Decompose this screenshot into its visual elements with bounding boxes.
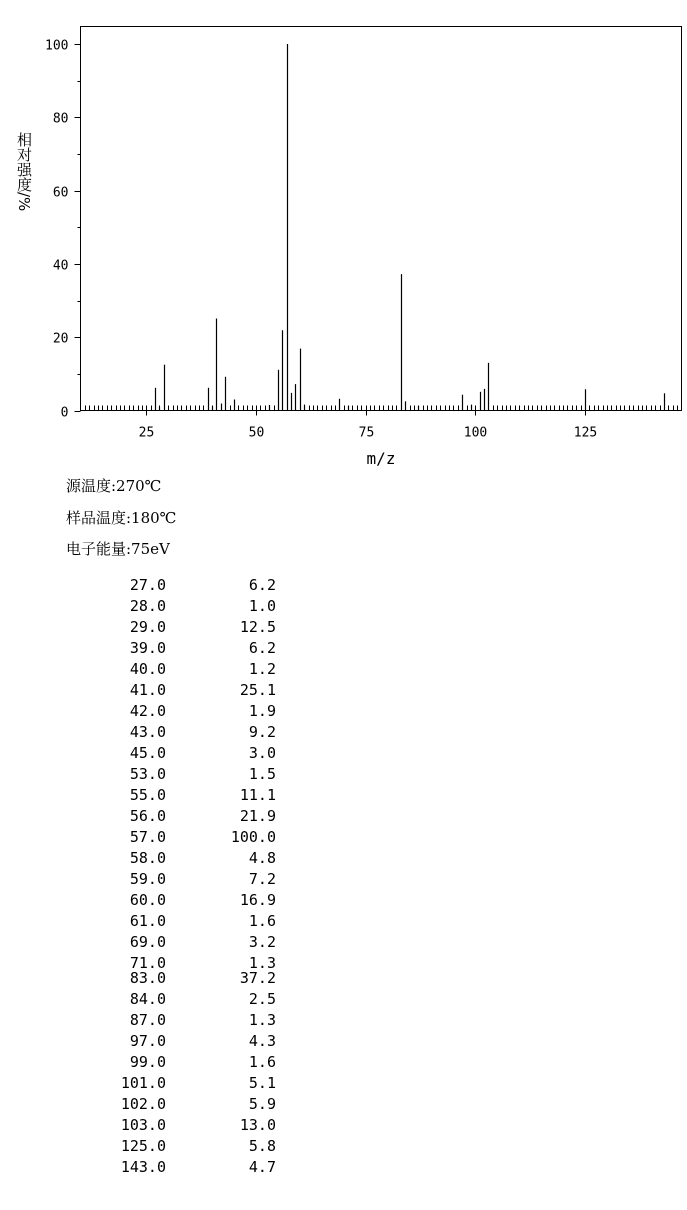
sample-temperature: 样品温度:180℃ bbox=[66, 509, 177, 527]
intensity-value: 4.3 bbox=[248, 1032, 276, 1050]
mz-value: 71.0 bbox=[129, 954, 166, 972]
spectrum-peaks bbox=[156, 44, 665, 411]
mz-value: 83.0 bbox=[129, 969, 166, 987]
intensity-value: 1.9 bbox=[248, 702, 276, 720]
intensity-value: 1.6 bbox=[248, 912, 276, 930]
mz-value: 99.0 bbox=[129, 1053, 166, 1071]
mz-value: 87.0 bbox=[129, 1011, 166, 1029]
x-axis-title: m/z bbox=[366, 449, 396, 468]
intensity-value: 4.7 bbox=[248, 1158, 276, 1176]
mz-value: 143.0 bbox=[120, 1158, 166, 1176]
intensity-value: 1.0 bbox=[248, 597, 276, 615]
mz-value: 40.0 bbox=[129, 660, 166, 678]
mz-value: 125.0 bbox=[120, 1137, 166, 1155]
intensity-value: 7.2 bbox=[248, 870, 276, 888]
source-temperature: 源温度:270℃ bbox=[66, 477, 162, 495]
mz-value: 43.0 bbox=[129, 723, 166, 741]
intensity-value: 100.0 bbox=[230, 828, 276, 846]
mz-value: 97.0 bbox=[129, 1032, 166, 1050]
intensity-value: 1.5 bbox=[248, 765, 276, 783]
x-tick-label: 75 bbox=[358, 425, 375, 441]
mz-value: 27.0 bbox=[129, 576, 166, 594]
intensity-value: 11.1 bbox=[239, 786, 276, 804]
y-tick-label: 20 bbox=[52, 331, 69, 347]
y-axis bbox=[45, 39, 80, 421]
mz-value: 45.0 bbox=[129, 744, 166, 762]
mz-value: 102.0 bbox=[120, 1095, 166, 1113]
mz-value: 56.0 bbox=[129, 807, 166, 825]
mz-value: 58.0 bbox=[129, 849, 166, 867]
mz-value: 60.0 bbox=[129, 891, 166, 909]
y-tick-label: 80 bbox=[52, 111, 69, 127]
intensity-value: 12.5 bbox=[239, 618, 276, 636]
intensity-value: 5.1 bbox=[248, 1074, 276, 1092]
y-tick-label: 0 bbox=[60, 405, 69, 421]
x-tick-label: 50 bbox=[248, 425, 265, 441]
mz-value: 84.0 bbox=[129, 990, 166, 1008]
mz-value: 103.0 bbox=[120, 1116, 166, 1134]
x-tick-label: 100 bbox=[463, 425, 488, 441]
intensity-value: 6.2 bbox=[248, 576, 276, 594]
intensity-value: 1.6 bbox=[248, 1053, 276, 1071]
mz-value: 101.0 bbox=[120, 1074, 166, 1092]
intensity-value: 21.9 bbox=[239, 807, 276, 825]
intensity-value: 5.8 bbox=[248, 1137, 276, 1155]
electron-energy: 电子能量:75eV bbox=[66, 540, 170, 558]
y-axis-title: 相对强度/% bbox=[15, 132, 33, 212]
intensity-value: 3.2 bbox=[248, 933, 276, 951]
y-tick-label: 40 bbox=[52, 258, 69, 274]
intensity-value: 4.8 bbox=[248, 849, 276, 867]
mz-value: 61.0 bbox=[129, 912, 166, 930]
intensity-value: 16.9 bbox=[239, 891, 276, 909]
mz-value: 53.0 bbox=[129, 765, 166, 783]
intensity-value: 1.2 bbox=[248, 660, 276, 678]
mz-value: 41.0 bbox=[129, 681, 166, 699]
x-minor-ticks bbox=[86, 406, 678, 411]
x-axis bbox=[139, 411, 598, 441]
mz-value: 39.0 bbox=[129, 639, 166, 657]
y-tick-label: 60 bbox=[52, 185, 69, 201]
intensity-value: 5.9 bbox=[248, 1095, 276, 1113]
intensity-value: 13.0 bbox=[239, 1116, 276, 1134]
x-tick-label: 25 bbox=[138, 425, 155, 441]
mz-value: 59.0 bbox=[129, 870, 166, 888]
mass-spectrum-chart bbox=[0, 0, 687, 470]
plot-frame bbox=[81, 27, 682, 411]
x-tick-label: 125 bbox=[573, 425, 598, 441]
mz-value: 57.0 bbox=[129, 828, 166, 846]
mz-value: 28.0 bbox=[129, 597, 166, 615]
intensity-value: 6.2 bbox=[248, 639, 276, 657]
intensity-value: 1.3 bbox=[248, 954, 276, 972]
intensity-value: 1.3 bbox=[248, 1011, 276, 1029]
intensity-value: 3.0 bbox=[248, 744, 276, 762]
intensity-value: 9.2 bbox=[248, 723, 276, 741]
intensity-value: 37.2 bbox=[239, 969, 276, 987]
mz-value: 29.0 bbox=[129, 618, 166, 636]
intensity-value: 2.5 bbox=[248, 990, 276, 1008]
mz-value: 55.0 bbox=[129, 786, 166, 804]
mz-value: 69.0 bbox=[129, 933, 166, 951]
mz-value: 42.0 bbox=[129, 702, 166, 720]
y-tick-label: 100 bbox=[45, 38, 69, 54]
intensity-value: 25.1 bbox=[239, 681, 276, 699]
